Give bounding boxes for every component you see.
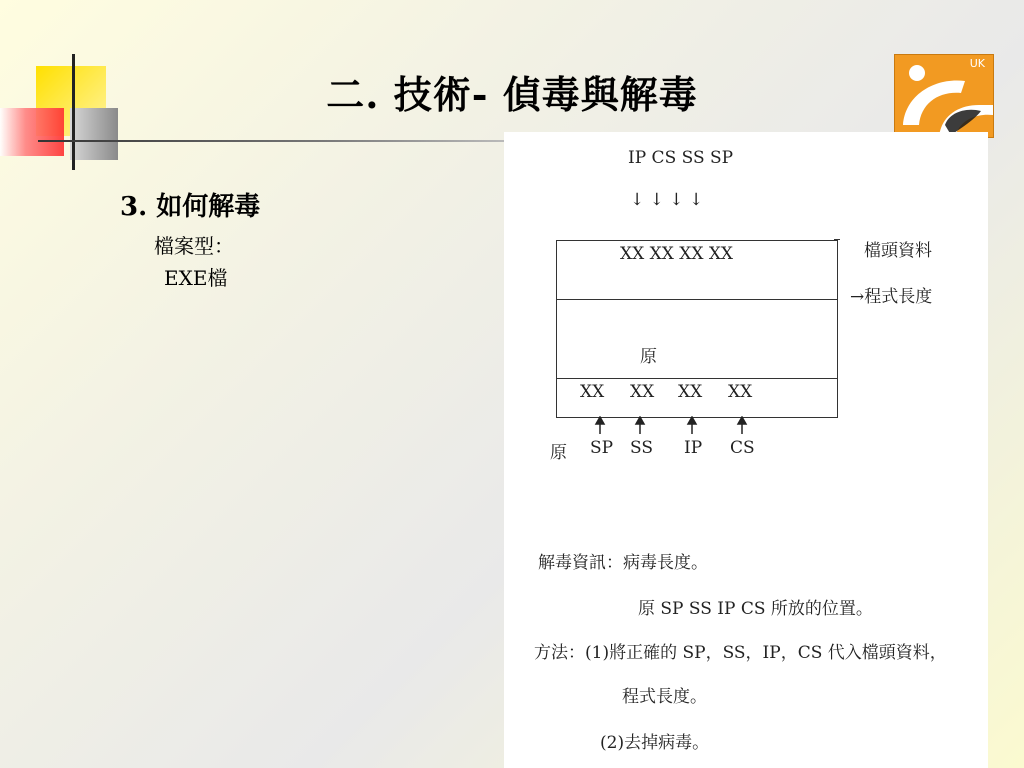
logo bbox=[894, 54, 994, 138]
note-line-1: 解毒資訊：病毒長度。 bbox=[538, 553, 708, 573]
program-length-label: →程式長度 bbox=[850, 287, 933, 307]
bottom-label-cs: CS bbox=[730, 438, 755, 458]
box-tick bbox=[834, 239, 840, 240]
box-divider-header bbox=[557, 299, 837, 300]
exe-file-label: EXE檔 bbox=[164, 266, 228, 290]
original-label: 原 bbox=[640, 347, 657, 367]
logo-text: UK bbox=[969, 57, 985, 70]
section-heading: 3. 如何解毒 bbox=[120, 192, 261, 222]
bottom-value: XX bbox=[580, 382, 605, 402]
decor-horizontal-line bbox=[38, 140, 508, 142]
bottom-label-ip: IP bbox=[684, 438, 703, 458]
note-line-2: 原 SP SS IP CS 所放的位置。 bbox=[638, 599, 873, 619]
bottom-value: XX bbox=[678, 382, 703, 402]
bottom-label-sp: SP bbox=[590, 438, 614, 458]
bottom-value: XX bbox=[728, 382, 753, 402]
slide-title: 二. 技術- 偵毒與解毒 bbox=[326, 72, 698, 117]
bottom-label-ss: SS bbox=[630, 438, 653, 458]
bottom-value: XX bbox=[630, 382, 655, 402]
header-values: XX XX XX XX bbox=[620, 244, 734, 264]
diagram-panel bbox=[504, 132, 988, 768]
header-data-label: 檔頭資料 bbox=[864, 241, 932, 261]
note-line-3: 方法：(1)將正確的 SP，SS，IP，CS 代入檔頭資料， bbox=[534, 643, 947, 663]
file-type-label: 檔案型： bbox=[154, 234, 234, 258]
bottom-prefix: 原 bbox=[550, 443, 567, 463]
diagram-top-arrows: ↓ ↓ ↓ ↓ bbox=[630, 190, 704, 210]
bottom-arrows bbox=[504, 416, 804, 436]
note-line-5: (2)去掉病毒。 bbox=[600, 733, 710, 753]
note-line-4: 程式長度。 bbox=[622, 687, 707, 707]
box-divider-bottom bbox=[557, 378, 837, 379]
diagram-top-labels: IP CS SS SP bbox=[628, 148, 734, 168]
